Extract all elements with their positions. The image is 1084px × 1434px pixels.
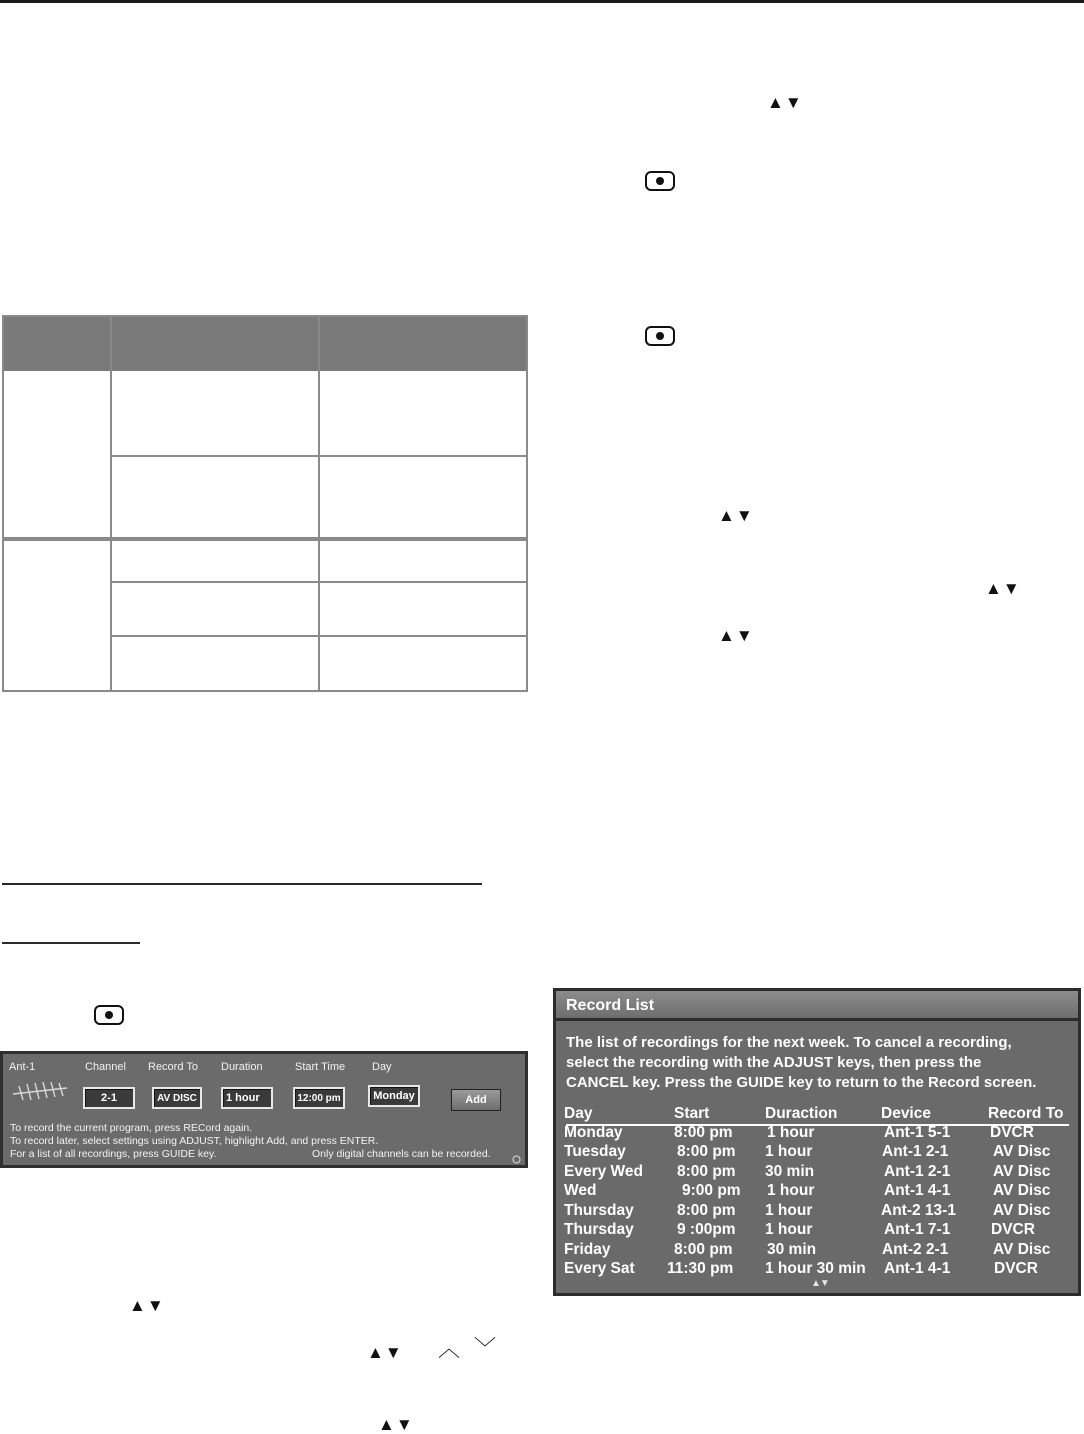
- record-bar-message: Only digital channels can be recorded.: [312, 1148, 491, 1160]
- row-day: Friday: [564, 1241, 611, 1258]
- record-bar-message: For a list of all recordings, press GUIDE key.: [10, 1148, 217, 1160]
- antenna-icon: [9, 1078, 71, 1104]
- up-down-arrow-icon: ▲▼: [767, 93, 803, 112]
- record-list-title: Record List: [556, 991, 1078, 1021]
- row-device: Ant-1 4-1: [884, 1260, 951, 1277]
- duration-label: Duration: [221, 1061, 263, 1073]
- row-start: 11:30 pm: [667, 1260, 734, 1277]
- up-down-arrow-icon: ▲▼: [718, 506, 754, 525]
- scroll-indicator-icon[interactable]: ▲▼: [811, 1278, 829, 1289]
- channel-field[interactable]: 2-1: [83, 1087, 135, 1109]
- record-key-icon: [94, 1005, 124, 1025]
- record-list-intro: The list of recordings for the next week. To cancel a recording,: [566, 1034, 1012, 1051]
- column-header-record-to: Record To: [988, 1105, 1064, 1122]
- up-down-arrow-icon: ▲▼: [129, 1296, 165, 1315]
- record-bar-screen: [0, 1051, 528, 1168]
- row-start: 8:00 pm: [677, 1163, 736, 1180]
- heading-underline: [2, 883, 482, 885]
- start-time-field[interactable]: 12:00 pm: [293, 1087, 345, 1109]
- row-day: Every Wed: [564, 1163, 643, 1180]
- row-start: 9:00 pm: [682, 1182, 741, 1199]
- table-header-row: [4, 317, 526, 371]
- row-duration: 30 min: [765, 1163, 815, 1180]
- row-duration: 1 hour: [765, 1221, 813, 1238]
- record-list-screen: [553, 988, 1081, 1296]
- record-key-icon: [645, 326, 675, 346]
- row-duration: 1 hour 30 min: [765, 1260, 866, 1277]
- heading-underline: [2, 942, 140, 944]
- start-time-label: Start Time: [295, 1061, 346, 1073]
- corner-badge-icon: [512, 1155, 521, 1164]
- record-key-icon: [645, 171, 675, 191]
- row-duration: 1 hour: [765, 1143, 813, 1160]
- table-divider: [110, 635, 526, 637]
- record-list-intro: CANCEL key. Press the GUIDE key to return to the Record screen.: [566, 1074, 1037, 1091]
- row-start: 8:00 pm: [674, 1124, 733, 1141]
- column-header-device: Device: [881, 1105, 931, 1122]
- up-down-arrow-icon: ▲▼: [718, 626, 754, 645]
- row-start: 8:00 pm: [674, 1241, 733, 1258]
- row-device: Ant-1 2-1: [884, 1163, 951, 1180]
- info-table: [2, 315, 528, 692]
- row-day: Wed: [564, 1182, 597, 1199]
- row-start: 8:00 pm: [677, 1143, 736, 1160]
- channel-label: Channel: [85, 1061, 126, 1073]
- row-record-to: AV Disc: [993, 1241, 1051, 1258]
- row-day: Thursday: [564, 1221, 634, 1238]
- row-record-to: AV Disc: [993, 1163, 1051, 1180]
- row-duration: 1 hour: [767, 1124, 815, 1141]
- row-record-to: AV Disc: [993, 1182, 1051, 1199]
- row-record-to: DVCR: [991, 1221, 1035, 1238]
- table-divider: [110, 581, 526, 583]
- up-down-arrow-icon: ▲▼: [985, 579, 1021, 598]
- row-day: Monday: [564, 1124, 623, 1141]
- row-day: Tuesday: [564, 1143, 626, 1160]
- table-divider: [4, 537, 526, 541]
- page-top-rule: [0, 0, 1084, 3]
- row-device: Ant-2 2-1: [882, 1241, 949, 1258]
- table-divider: [110, 455, 526, 457]
- chevron-up-icon: ︿: [438, 1337, 461, 1362]
- record-bar-message: To record the current program, press RECord again.: [10, 1122, 253, 1134]
- record-bar-message: To record later, select settings using ADJUST, highlight Add, and press ENTER.: [10, 1135, 379, 1147]
- row-record-to: DVCR: [990, 1124, 1034, 1141]
- row-start: 8:00 pm: [677, 1202, 736, 1219]
- row-device: Ant-1 5-1: [884, 1124, 951, 1141]
- column-header-start: Start: [674, 1105, 710, 1122]
- column-header-day: Day: [564, 1105, 593, 1122]
- record-to-label: Record To: [148, 1061, 198, 1073]
- duration-field[interactable]: 1 hour: [221, 1087, 273, 1109]
- day-field[interactable]: Monday: [368, 1085, 420, 1107]
- row-record-to: DVCR: [994, 1260, 1038, 1277]
- up-down-arrow-icon: ▲▼: [367, 1343, 403, 1362]
- row-duration: 1 hour: [767, 1182, 815, 1199]
- chevron-down-icon: ﹀: [474, 1337, 497, 1362]
- column-header-duration: Duraction: [765, 1105, 838, 1122]
- record-to-field[interactable]: AV DISC: [152, 1087, 202, 1109]
- row-device: Ant-2 13-1: [881, 1202, 956, 1219]
- day-label: Day: [372, 1061, 392, 1073]
- up-down-arrow-icon: ▲▼: [378, 1415, 414, 1434]
- row-start: 9 :00pm: [677, 1221, 736, 1238]
- add-button[interactable]: Add: [451, 1089, 501, 1111]
- row-day: Thursday: [564, 1202, 634, 1219]
- row-device: Ant-1 4-1: [884, 1182, 951, 1199]
- source-label: Ant-1: [9, 1061, 36, 1073]
- record-list-intro: select the recording with the ADJUST keys, then press the: [566, 1054, 982, 1071]
- row-duration: 30 min: [767, 1241, 817, 1258]
- row-duration: 1 hour: [765, 1202, 813, 1219]
- row-record-to: AV Disc: [993, 1143, 1051, 1160]
- row-record-to: AV Disc: [993, 1202, 1051, 1219]
- row-device: Ant-1 7-1: [884, 1221, 951, 1238]
- row-day: Every Sat: [564, 1260, 635, 1277]
- row-device: Ant-1 2-1: [882, 1143, 949, 1160]
